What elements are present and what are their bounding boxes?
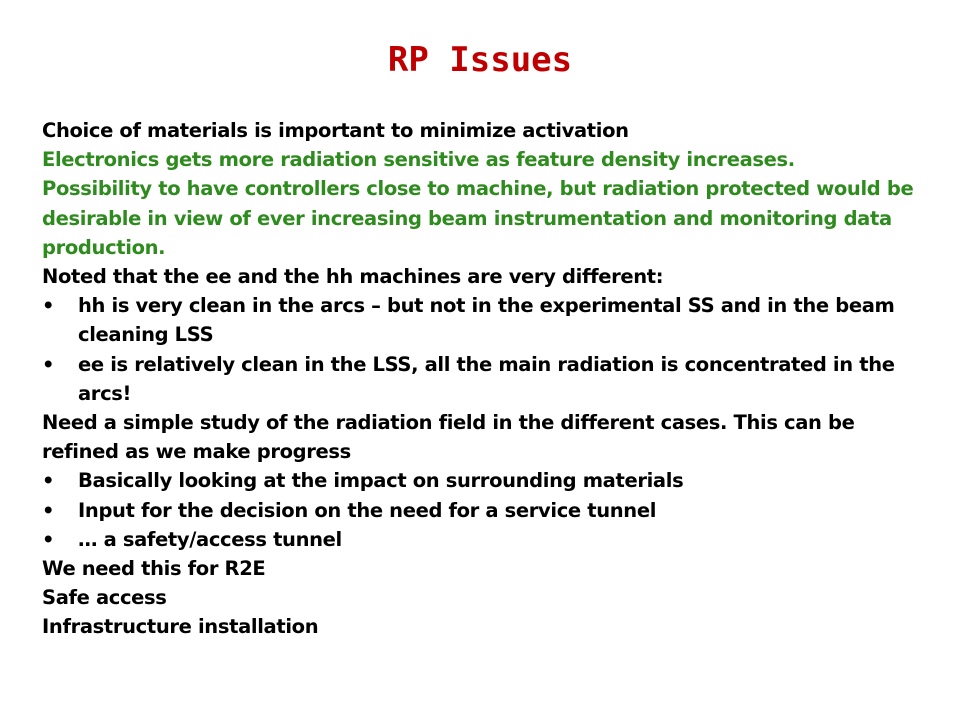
slide-title: RP Issues <box>387 40 573 80</box>
bullet-item <box>42 525 922 554</box>
bullet-icon: • <box>42 294 55 318</box>
text-line-controllers: Possibility to have controllers close to machine, but radiation protected would be desirable in view of ever increasing beam instrumentation and monitoring data production. <box>42 177 914 259</box>
text-line-electronics: Electronics gets more radiation sensitive as feature density increases. <box>42 148 795 172</box>
bullet-item <box>42 291 922 349</box>
bullet-icon: • <box>42 469 55 493</box>
bullet-text: Input for the decision on the need for a service tunnel <box>78 498 657 522</box>
bullet-list-study <box>42 466 922 554</box>
bullet-text: hh is very clean in the arcs – but not in the experimental SS and in the beam cleaning LSS <box>78 294 895 347</box>
bullet-list-machines <box>42 291 922 408</box>
bullet-item <box>42 466 922 495</box>
text-line-materials: Choice of materials is important to minimize activation <box>42 119 629 142</box>
text-line-machines: Noted that the ee and the hh machines are very different: <box>42 265 664 289</box>
text-line-r2e: We need this for R2E <box>42 557 266 581</box>
bullet-icon: • <box>42 498 55 522</box>
text-line-safe-access: Safe access <box>42 586 167 610</box>
bullet-text: … a safety/access tunnel <box>78 527 342 551</box>
bullet-item <box>42 496 922 525</box>
bullet-item <box>42 350 922 408</box>
bullet-icon: • <box>42 352 55 376</box>
bullet-icon: • <box>42 527 55 551</box>
bullet-text: Basically looking at the impact on surrounding materials <box>78 469 684 493</box>
bullet-text: ee is relatively clean in the LSS, all the main radiation is concentrated in the arcs! <box>78 352 895 405</box>
slide-body <box>42 116 922 642</box>
text-line-study: Need a simple study of the radiation field in the different cases. This can be refined as we make progress <box>42 411 855 464</box>
text-line-infrastructure: Infrastructure installation <box>42 615 319 639</box>
